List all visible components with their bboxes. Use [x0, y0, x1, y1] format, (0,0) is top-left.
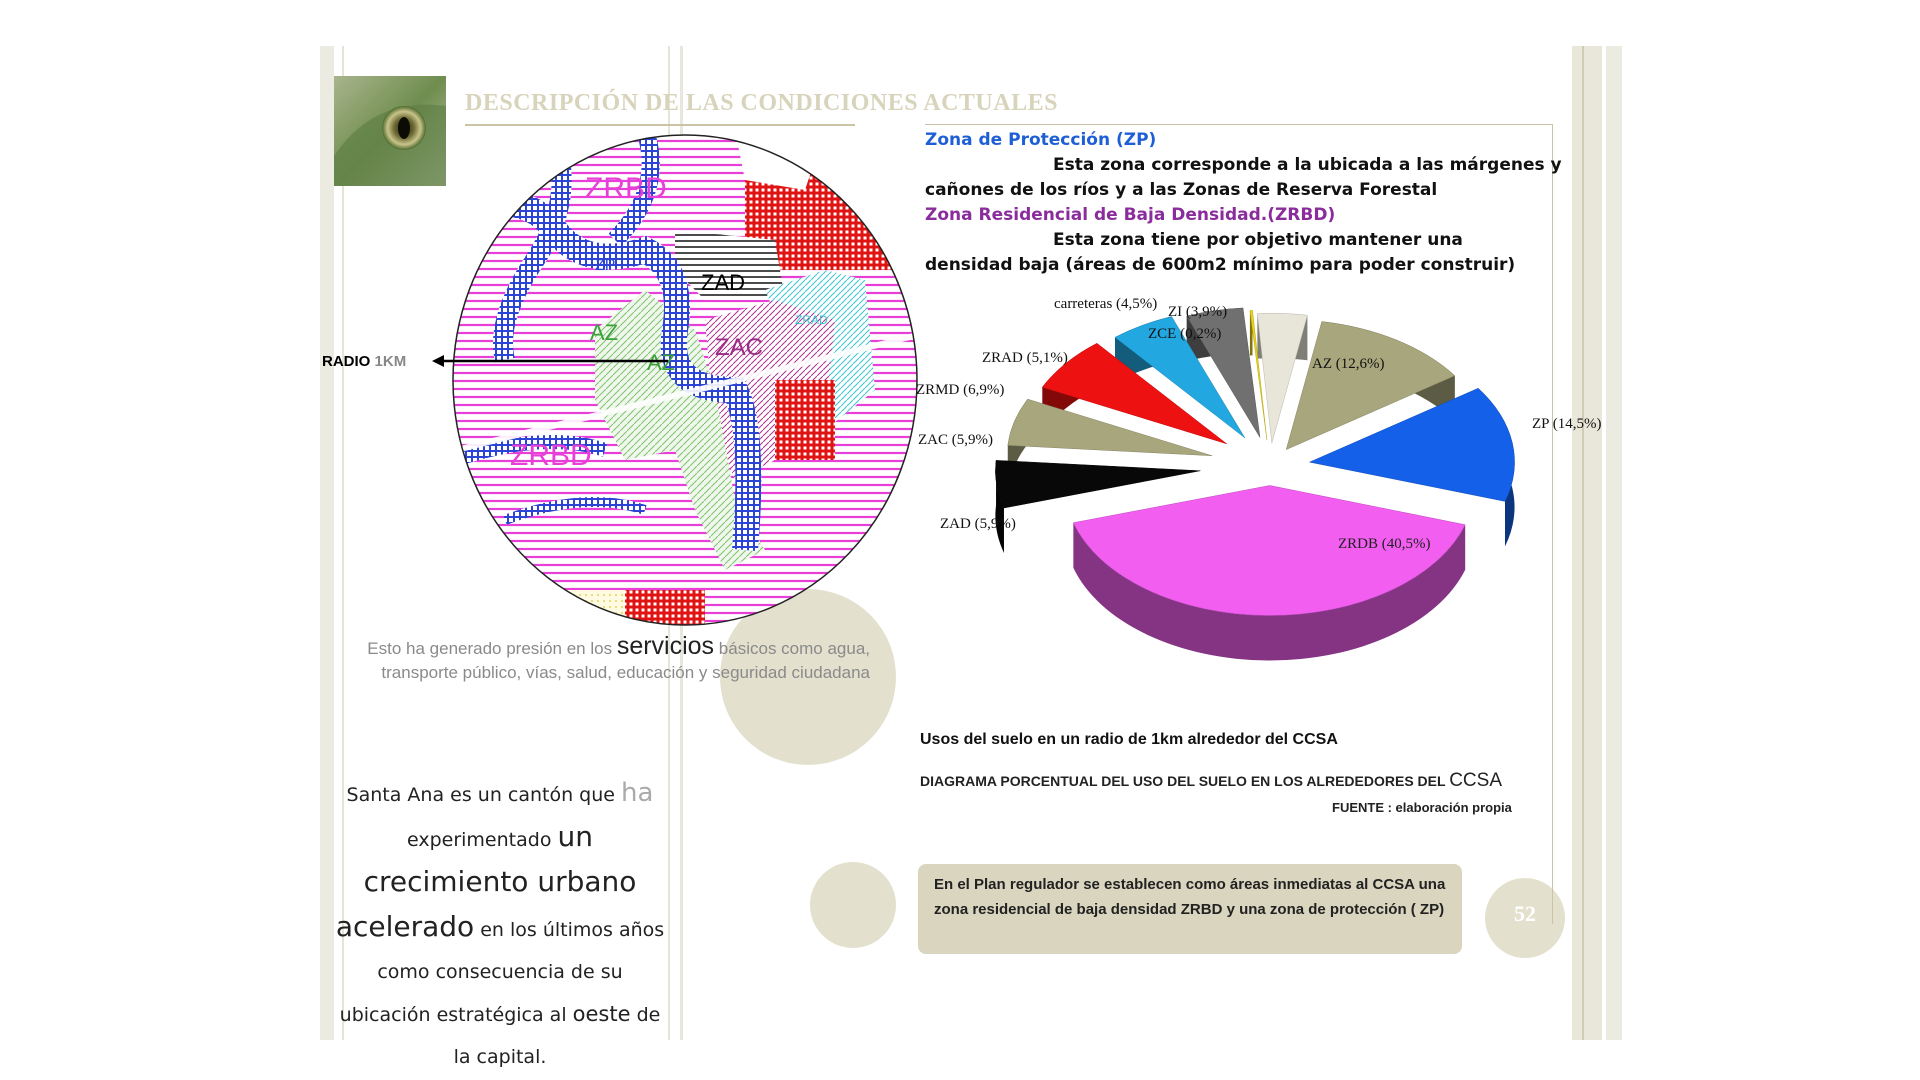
zp-text-1: Esta zona corresponde a la ubicada a las márgenes y [1053, 155, 1562, 175]
slide [320, 46, 1622, 1068]
zone-descriptions [925, 128, 1625, 278]
zrbd-heading: Zona Residencial de Baja Densidad.(ZRBD) [925, 205, 1336, 225]
map-label-zrad: ZRAD [795, 313, 828, 327]
page-title: DESCRIPCIÓN DE LAS CONDICIONES ACTUALES [465, 90, 1058, 116]
zrbd-text-2: densidad baja (áreas de 600m2 mínimo para poder construir) [925, 255, 1516, 275]
title-underline [465, 124, 855, 126]
pie-label-carreteras: carreteras (4,5%) [1054, 296, 1158, 312]
diagram-caption: DIAGRAMA PORCENTUAL DEL USO DEL SUELO EN LOS ALREDEDORES DEL CCSA [920, 770, 1502, 791]
pie-slice-zrdb [1073, 485, 1465, 660]
land-use-pie-chart [916, 286, 1622, 766]
pie-label-zrdb: ZRDB (40,5%) [1338, 536, 1431, 552]
radio-arrow [432, 351, 672, 371]
chart-caption: Usos del suelo en un radio de 1km alrededor del CCSA [920, 731, 1338, 748]
map-label-az-1: AZ [590, 320, 619, 345]
radio-label: RADIO 1KM [322, 353, 407, 370]
pie-label-zad: ZAD (5,9%) [940, 516, 1016, 532]
plan-text: En el Plan regulador se establecen como áreas inmediatas al CCSA una zona residencial de baja densidad ZRBD y una zona de protección ( ZP) [934, 876, 1446, 918]
frog-image [334, 76, 446, 186]
map-label-az-2: AZ [647, 350, 676, 375]
map-label-zrbd-top: ZRBD [585, 172, 667, 205]
pie-label-zi: ZI (3,9%) [1168, 304, 1228, 320]
pie-label-zrmd: ZRMD (6,9%) [916, 382, 1005, 398]
zrbd-text-1: Esta zona tiene por objetivo mantener una [1053, 230, 1463, 250]
pie-label-zce: ZCE (0,2%) [1148, 326, 1222, 342]
zp-heading: Zona de Protección (ZP) [925, 130, 1157, 150]
bg-circle-small [810, 862, 896, 948]
zp-text-2: cañones de los ríos y a las Zonas de Reserva Forestal [925, 180, 1438, 200]
map-label-zp: ZP [595, 257, 616, 274]
source-note: FUENTE : elaboración propia [1332, 800, 1512, 815]
pressure-text: Esto ha generado presión en los servicios básicos como agua, transporte público, vías, salud, educación y seguridad ciudadana [367, 632, 870, 682]
pie-label-zac: ZAC (5,9%) [918, 432, 993, 448]
santa-ana-text: Santa Ana es un cantón que ha experimentado un crecimiento urbano acelerado en los últimos años como consecuencia de su ubicación estratégica al oeste de la capital. [335, 778, 665, 1068]
map-label-zad: ZAD [701, 270, 745, 295]
map-label-zac: ZAC [715, 334, 763, 361]
zoning-map [445, 130, 925, 630]
pie-label-zp: ZP (14,5%) [1532, 416, 1602, 432]
pie-label-zrad: ZRAD (5,1%) [982, 350, 1068, 366]
page-number: 52 [1514, 901, 1536, 926]
pie-label-az: AZ (12,6%) [1312, 356, 1385, 372]
map-label-zrbd-bottom: ZRBD [510, 439, 592, 472]
title-line-right [925, 124, 1553, 125]
